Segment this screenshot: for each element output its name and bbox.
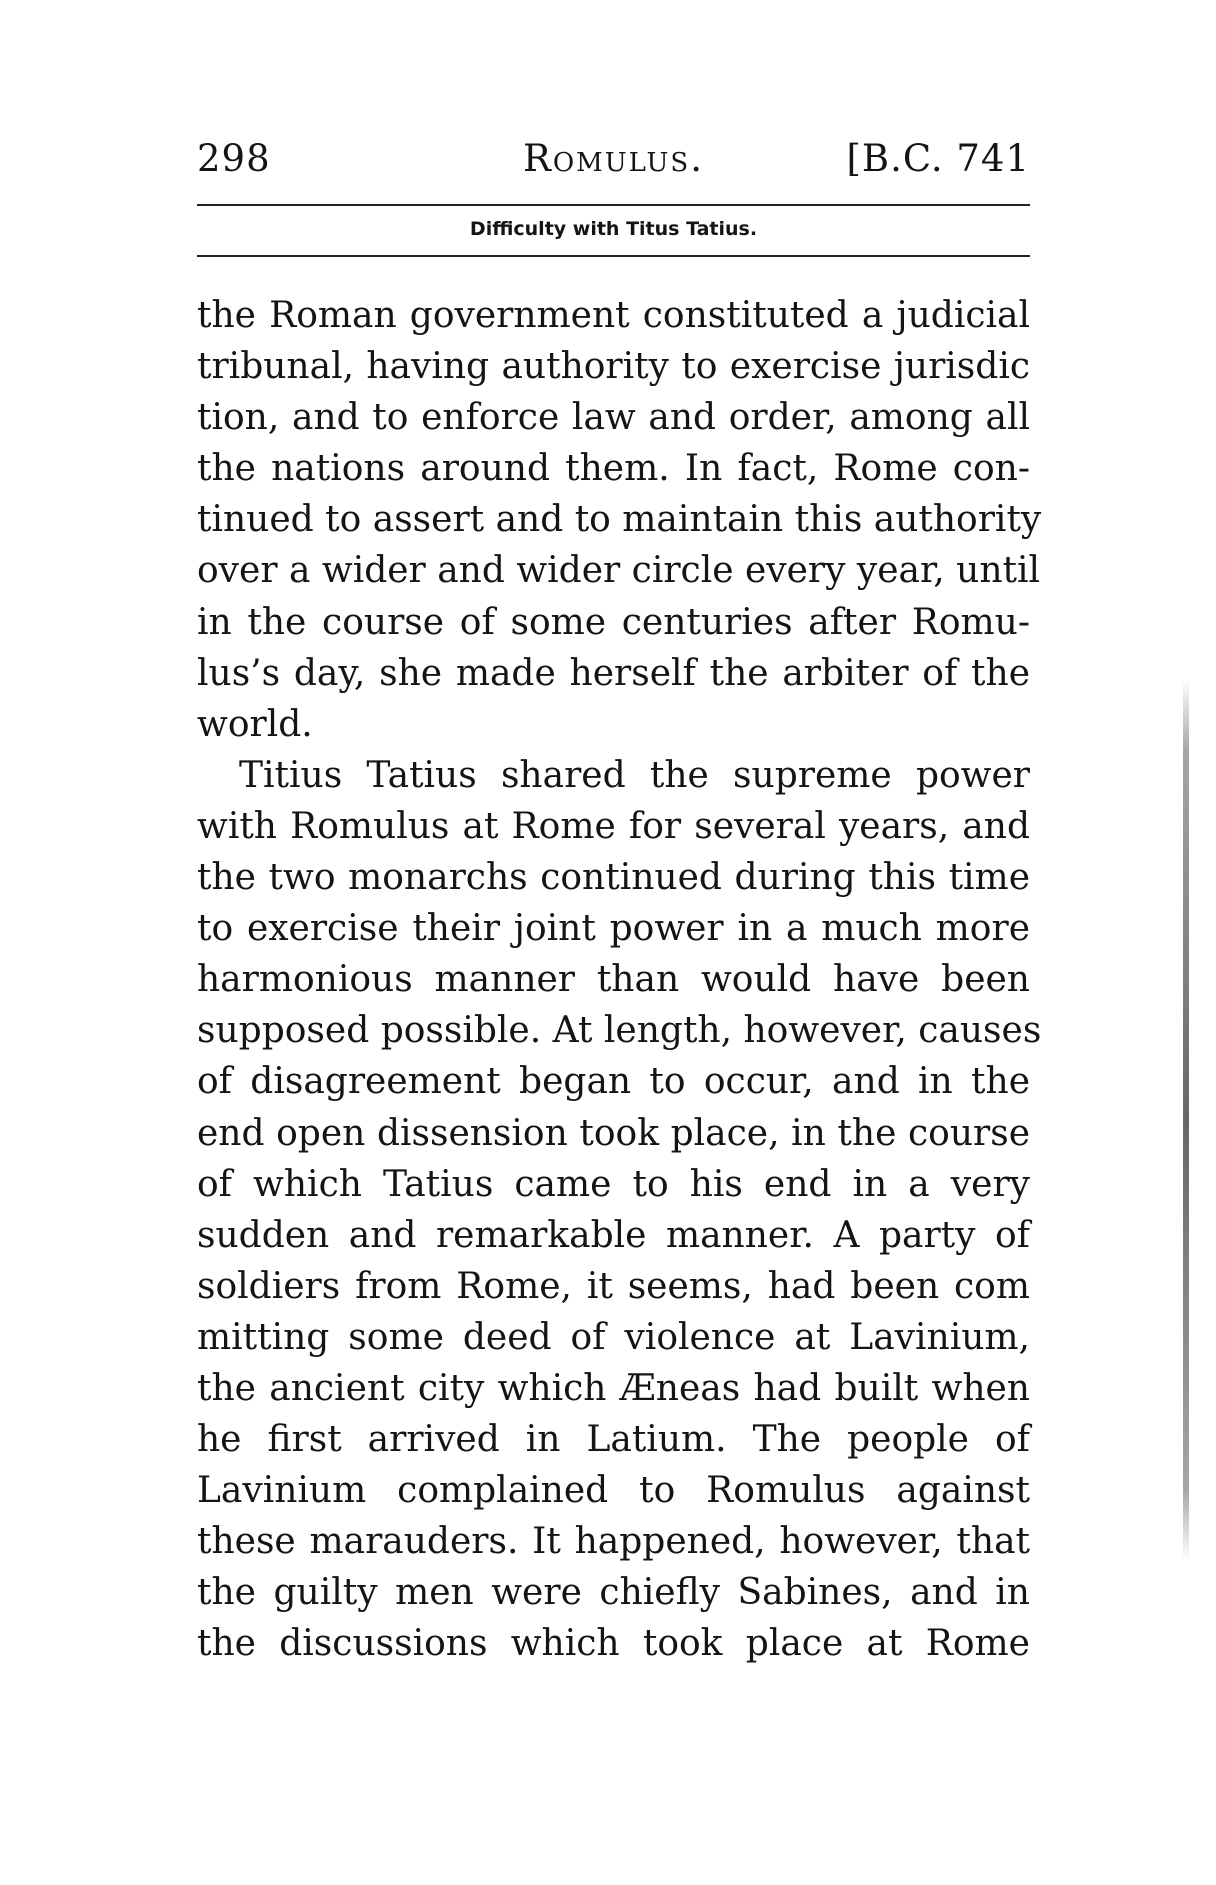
page-number: 298: [197, 137, 271, 180]
text-line: tion, and to enforce law and order, among all: [197, 397, 1030, 439]
text-line: soldiers from Rome, it seems, had been com: [197, 1265, 1030, 1307]
text-line: harmonious manner than would have been: [197, 959, 1030, 1001]
text-line: the ancient city which Æneas had built when: [197, 1367, 1030, 1409]
body-text: [197, 290, 1042, 1670]
running-title: Romulus.: [522, 137, 705, 180]
text-line: over a wider and wider circle every year, until: [197, 550, 1041, 592]
text-line: sudden and remarkable manner. A party of: [197, 1214, 1030, 1256]
text-line: mitting some deed of violence at Lavinium,: [197, 1316, 1030, 1358]
text-line: with Romulus at Rome for several years, and: [197, 805, 1030, 847]
text-line: of which Tatius came to his end in a very: [197, 1163, 1030, 1205]
text-line: the discussions which took place at Rome: [197, 1623, 1030, 1665]
text-line: Lavinium complained to Romulus against: [197, 1470, 1030, 1512]
text-line: tinued to assert and to maintain this authority: [197, 499, 1042, 541]
text-line: the guilty men were chiefly Sabines, and in: [197, 1572, 1030, 1614]
date-reference: [B.C. 741: [846, 137, 1030, 180]
text-line: the nations around them. In fact, Rome con-: [197, 448, 1030, 490]
text-line: these marauders. It happened, however, that: [197, 1521, 1030, 1563]
header-rule-bottom: [197, 255, 1030, 257]
page-edge-shadow: [1183, 680, 1189, 1560]
text-line: he first arrived in Latium. The people of: [197, 1419, 1030, 1461]
page-header: [197, 134, 1030, 194]
text-line: in the course of some centuries after Romu-: [197, 601, 1030, 643]
text-line: the two monarchs continued during this time: [197, 857, 1030, 899]
text-line: to exercise their joint power in a much more: [197, 908, 1030, 950]
text-line: lus’s day, she made herself the arbiter of the: [197, 652, 1030, 694]
section-subhead: Difficulty with Titus Tatius.: [469, 218, 758, 240]
text-line: end open dissension took place, in the course: [197, 1112, 1030, 1154]
header-rule-top: [197, 204, 1030, 206]
text-line: tribunal, having authority to exercise jurisdic: [197, 346, 1030, 388]
paragraph-start-line: Titius Tatius shared the supreme power: [239, 754, 1030, 796]
text-line: the Roman government constituted a judicial: [197, 295, 1030, 336]
text-line: supposed possible. At length, however, causes: [197, 1010, 1042, 1052]
text-line: world.: [197, 703, 313, 745]
text-line: of disagreement began to occur, and in the: [197, 1061, 1030, 1103]
